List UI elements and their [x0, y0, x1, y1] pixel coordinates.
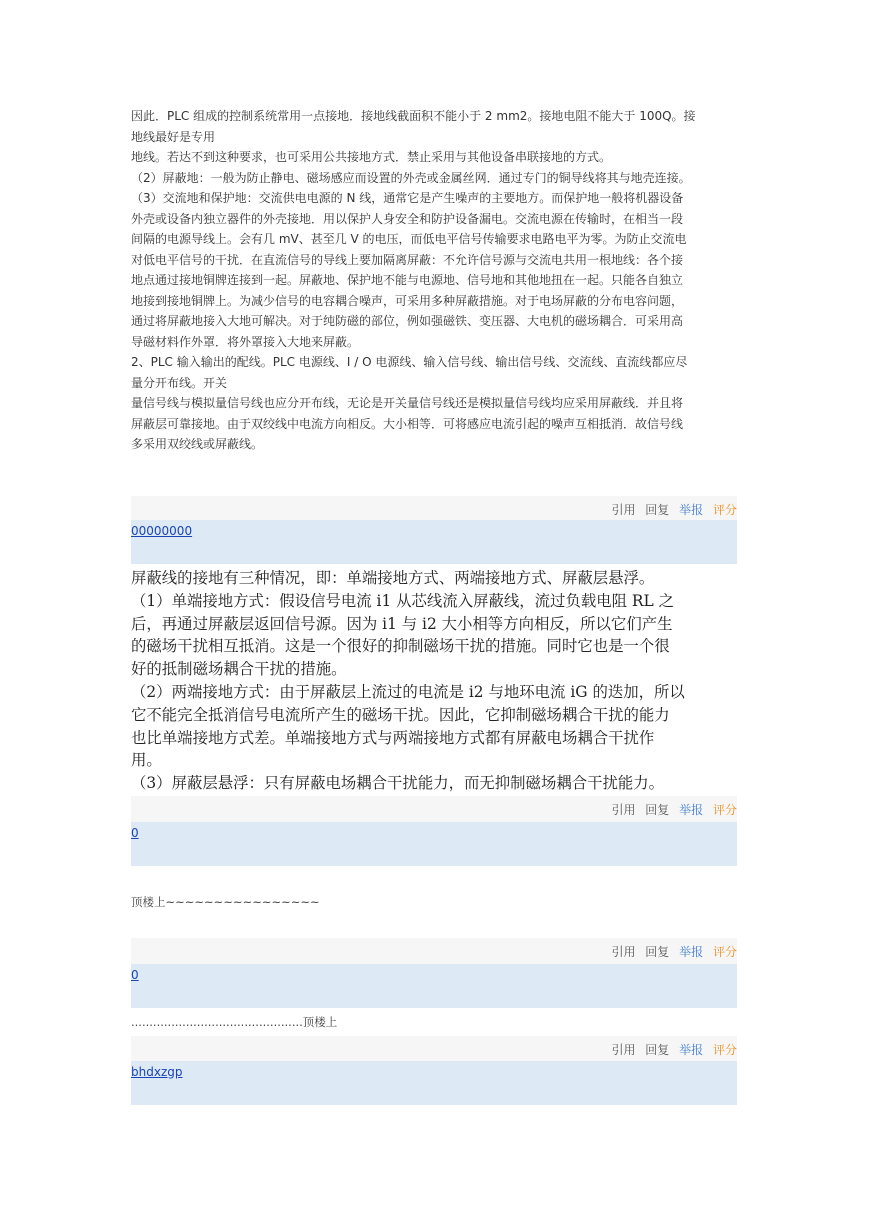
reply-link[interactable]: 回复	[645, 503, 670, 517]
post-actions-bar	[131, 1036, 737, 1064]
post-body-4: ...............................................顶楼上	[131, 1015, 338, 1029]
post-body-1	[131, 106, 737, 455]
author-bar	[131, 964, 737, 1008]
author-bar	[131, 822, 737, 866]
text-line: 屏蔽线的接地有三种情况，即：单端接地方式、两端接地方式、屏蔽层悬浮。	[131, 569, 655, 587]
post-body-2	[131, 567, 737, 795]
rate-link[interactable]: 评分	[712, 945, 737, 959]
username-link[interactable]: bhdxzgp	[131, 1065, 183, 1079]
author-bar	[131, 1061, 737, 1105]
text-line: （3）交流地和保护地：交流供电电源的 N 线，通常它是产生噪声的主要地方。而保护地一般将机器设备	[131, 191, 684, 205]
rate-link[interactable]: 评分	[712, 503, 737, 517]
text-line: （3）屏蔽层悬浮：只有屏蔽电场耦合干扰能力，而无抑制磁场耦合干扰能力。	[131, 774, 665, 793]
rate-link[interactable]: 评分	[712, 1043, 737, 1057]
author-bar	[131, 520, 737, 564]
post-actions-bar	[131, 938, 737, 966]
text-line: 对低电平信号的干扰．在直流信号的导线上要加隔离屏蔽：不允许信号源与交流电共用一根地线：各个接	[131, 252, 684, 267]
text-line: 用。	[131, 751, 162, 770]
text-line: 间隔的电源导线上。会有几 mV、甚至几 V 的电压，而低电平信号传输要求电路电平为零。为防止交流电	[131, 232, 687, 246]
text-line: 地线最好是专用	[131, 129, 216, 144]
text-line: 量信号线与模拟量信号线也应分开布线，无论是开关量信号线还是模拟量信号线均应采用屏蔽线．并且将	[131, 396, 684, 410]
reply-link[interactable]: 回复	[645, 803, 670, 817]
text-line: 因此．PLC 组成的控制系统常用一点接地．接地线截面积不能小于 2 mm2。接地电阻不能大于 100Q。接	[131, 109, 696, 123]
username-link[interactable]: 0	[131, 968, 139, 982]
username-link[interactable]: 00000000	[131, 524, 193, 538]
text-line: 的磁场干扰相互抵消。这是一个很好的抑制磁场干扰的措施。同时它也是一个很	[131, 637, 670, 656]
text-line: 量分开布线。开关	[131, 375, 228, 390]
quote-link[interactable]: 引用	[611, 803, 636, 817]
post-actions-bar	[131, 796, 737, 824]
post-body-3: 顶楼上~~~~~~~~~~~~~~~~	[131, 895, 320, 909]
report-link[interactable]: 举报	[679, 803, 704, 817]
text-line: （2）屏蔽地：一般为防止静电、磁场感应而设置的外壳或金属丝网．通过专门的铜导线将其与地壳连接。	[131, 170, 691, 185]
quote-link[interactable]: 引用	[611, 945, 636, 959]
text-line: 屏蔽层可靠接地。由于双绞线中电流方向相反。大小相等．可将感应电流引起的噪声互相抵消．故信号线	[131, 416, 684, 431]
text-line: （1）单端接地方式：假设信号电流 i1 从芯线流入屏蔽线，流过负载电阻 RL 之	[131, 591, 674, 610]
reply-link[interactable]: 回复	[645, 1043, 670, 1057]
text-line: 好的抵制磁场耦合干扰的措施。	[131, 660, 347, 679]
text-line: 多采用双绞线或屏蔽线。	[131, 437, 264, 451]
report-link[interactable]: 举报	[679, 945, 704, 959]
text-line: 导磁材料作外罩．将外罩接入大地来屏蔽。	[131, 334, 360, 349]
text-line: 后，再通过屏蔽层返回信号源。因为 i1 与 i2 大小相等方向相反，所以它们产生	[131, 614, 673, 633]
username-link[interactable]: 0	[131, 826, 139, 840]
text-line: 地线。若达不到这种要求，也可采用公共接地方式．禁止采用与其他设备串联接地的方式。	[131, 150, 612, 164]
text-line: 外壳或设备内独立器件的外壳接地．用以保护人身安全和防护设备漏电。交流电源在传输时，在相当一段	[131, 211, 684, 226]
text-line: 地点通过接地铜牌连接到一起。屏蔽地、保护地不能与电源地、信号地和其他地扭在一起。只能各自独立	[131, 273, 684, 287]
report-link[interactable]: 举报	[679, 503, 704, 517]
text-line: 通过将屏蔽地接入大地可解决。对于纯防磁的部位，例如强磁铁、变压器、大电机的磁场耦合．可采用高	[131, 314, 684, 328]
quote-link[interactable]: 引用	[611, 1043, 636, 1057]
text-line: 2、PLC 输入输出的配线。PLC 电源线、I / O 电源线、输入信号线、输出信号线、交流线、直流线都应尽	[131, 355, 688, 369]
text-line: 也比单端接地方式差。单端接地方式与两端接地方式都有屏蔽电场耦合干扰作	[131, 728, 655, 747]
text-line: 它不能完全抵消信号电流所产生的磁场干扰。因此，它抑制磁场耦合干扰的能力	[131, 705, 670, 724]
quote-link[interactable]: 引用	[611, 503, 636, 517]
reply-link[interactable]: 回复	[645, 945, 670, 959]
report-link[interactable]: 举报	[679, 1043, 704, 1057]
rate-link[interactable]: 评分	[712, 803, 737, 817]
text-line: （2）两端接地方式：由于屏蔽层上流过的电流是 i2 与地环电流 iG 的迭加，所以	[131, 682, 685, 701]
text-line: 地接到接地铜牌上。为减少信号的电容耦合噪声，可采用多种屏蔽措施。对于电场屏蔽的分布电容问题，	[131, 293, 684, 308]
